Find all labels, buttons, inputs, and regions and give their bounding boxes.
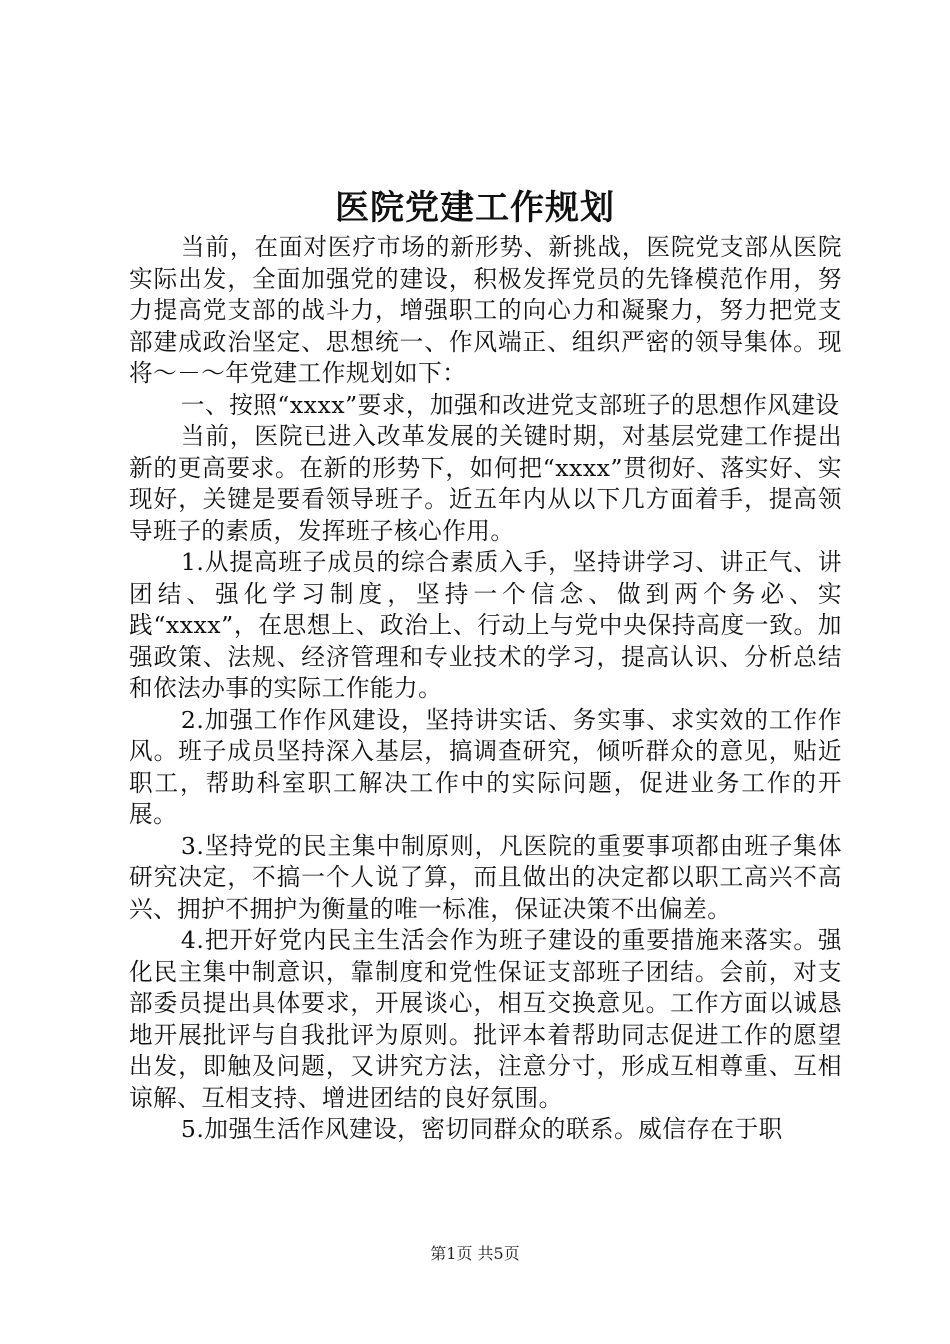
- document-title: 医院党建工作规划: [335, 188, 615, 228]
- paragraph-item-5: 5.加强生活作风建设，密切同群众的联系。威信存在于职: [180, 1115, 783, 1143]
- paragraph-context: 当前，医院已进入改革发展的关键时期，对基层党建工作提出新的更高要求。在新的形势下，如何把“xxxx”贯彻好、落实好、实现好，关键是要看领导班子。近五年内从以下几方面着手，提高领导班子的素质，发挥班子核心作用。: [129, 422, 842, 545]
- paragraph-item-1: 1.从提高班子成员的综合素质入手，坚持讲学习、讲正气、讲团结、强化学习制度，坚持一个信念、做到两个务必、实践“xxxx”，在思想上、政治上、行动上与党中央保持高度一致。加强政策、法规、经济管理和专业技术的学习，提高认识、分析总结和依法办事的实际工作能力。: [129, 548, 842, 702]
- paragraph-intro: 当前，在面对医疗市场的新形势、新挑战，医院党支部从医院实际出发，全面加强党的建设，积极发挥党员的先锋模范作用，努力提高党支部的战斗力，增强职工的向心力和凝聚力，努力把党支部建成政治坚定、思想统一、作风端正、组织严密的领导集体。现将～－～年党建工作规划如下：: [129, 233, 842, 387]
- paragraph-item-4: 4.把开好党内民主生活会作为班子建设的重要措施来落实。强化民主集中制意识，靠制度和党性保证支部班子团结。会前，对支部委员提出具体要求，开展谈心，相互交换意见。工作方面以诚恳地开展批评与自我批评为原则。批评本着帮助同志促进工作的愿望出发，即触及问题，又讲究方法，注意分寸，形成互相尊重、互相谅解、互相支持、增进团结的良好氛围。: [129, 926, 842, 1112]
- document-body: [129, 232, 842, 1146]
- paragraph-item-2: 2.加强工作作风建设，坚持讲实话、务实事、求实效的工作作风。班子成员坚持深入基层，搞调查研究，倾听群众的意见，贴近职工，帮助科室职工解决工作中的实际问题，促进业务工作的开展。: [129, 705, 842, 828]
- paragraph-item-3: 3.坚持党的民主集中制原则，凡医院的重要事项都由班子集体研究决定，不搞一个人说了算，而且做出的决定都以职工高兴不高兴、拥护不拥护为衡量的唯一标准，保证决策不出偏差。: [129, 831, 842, 923]
- page-number-footer: 第1页 共5页: [430, 1244, 520, 1263]
- paragraph-section-heading: 一、按照“xxxx”要求，加强和改进党支部班子的思想作风建设: [180, 390, 840, 419]
